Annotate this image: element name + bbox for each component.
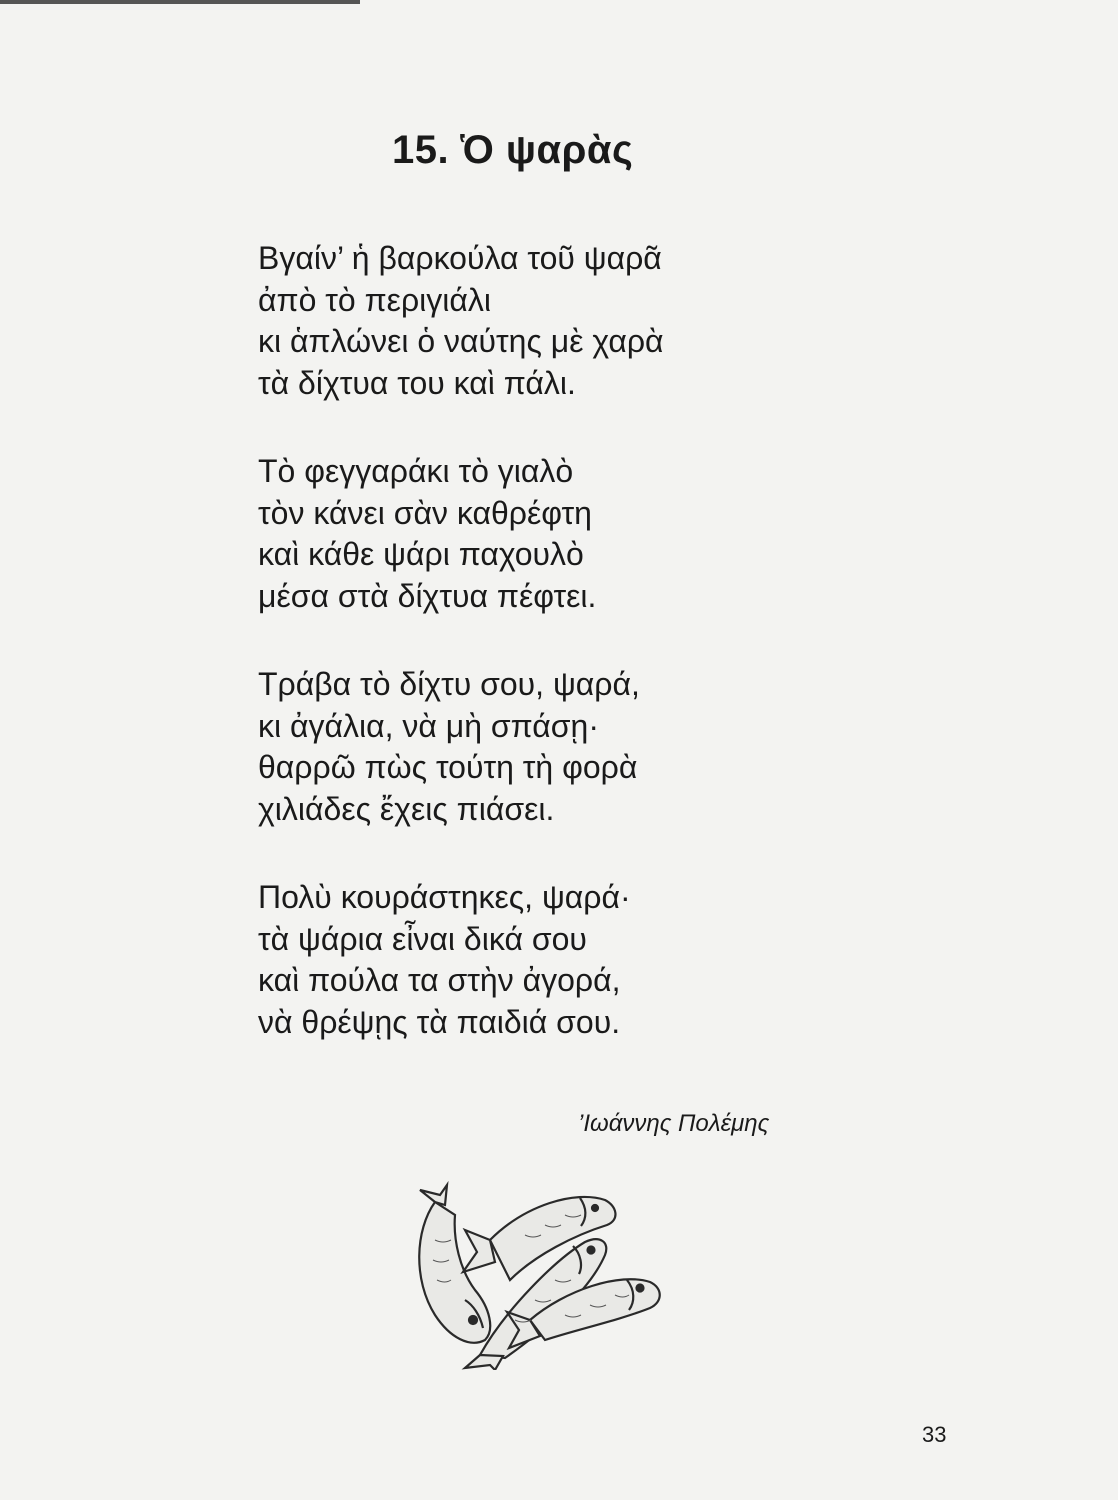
poem-line: καὶ κάθε ψάρι παχουλὸ	[258, 536, 584, 572]
poem-line: Τὸ φεγγαράκι τὸ γιαλὸ	[258, 453, 574, 489]
stanza-2	[258, 451, 898, 617]
poem-title: 15. Ὁ ψαρὰς	[392, 128, 634, 172]
poem-line: χιλιάδες ἔχεις πιάσει.	[258, 790, 555, 827]
poem-line: τὰ ψάρια εἶναι δικά σου	[258, 920, 587, 957]
poem-line: μέσα στὰ δίχτυα πέφτει.	[258, 577, 597, 614]
poem-line: καὶ πούλα τα στὴν ἀγορά,	[258, 962, 621, 998]
stanza-4	[258, 877, 898, 1043]
poem-body	[258, 238, 898, 1090]
stanza-3	[258, 664, 898, 830]
three-fish-illustration-icon	[395, 1180, 675, 1370]
poem-line: τὰ δίχτυα του καὶ πάλι.	[258, 364, 576, 401]
poem-line: θαρρῶ πὼς τούτη τὴ φορὰ	[258, 749, 638, 785]
page-number: 33	[922, 1422, 947, 1447]
poem-line: ἀπὸ τὸ περιγιάλι	[258, 281, 491, 318]
poem-author: ’Ιωάννης Πολέμης	[578, 1110, 770, 1137]
poem-line: κι ἀγάλια, νὰ μὴ σπάσῃ·	[258, 707, 599, 744]
top-rule	[0, 0, 360, 4]
poem-line: Τράβα τὸ δίχτυ σου, ψαρά,	[258, 666, 640, 702]
poem-line: νὰ θρέψῃς τὰ παιδιά σου.	[258, 1003, 621, 1040]
poem-line: κι ἁπλώνει ὁ ναύτης μὲ χαρὰ	[258, 323, 664, 359]
poem-line: τὸν κάνει σὰν καθρέφτη	[258, 494, 592, 531]
stanza-1	[258, 238, 898, 404]
poem-line: Πολὺ κουράστηκες, ψαρά·	[258, 879, 631, 915]
poem-line: Βγαίν’ ἡ βαρκούλα τοῦ ψαρᾶ	[258, 240, 662, 276]
